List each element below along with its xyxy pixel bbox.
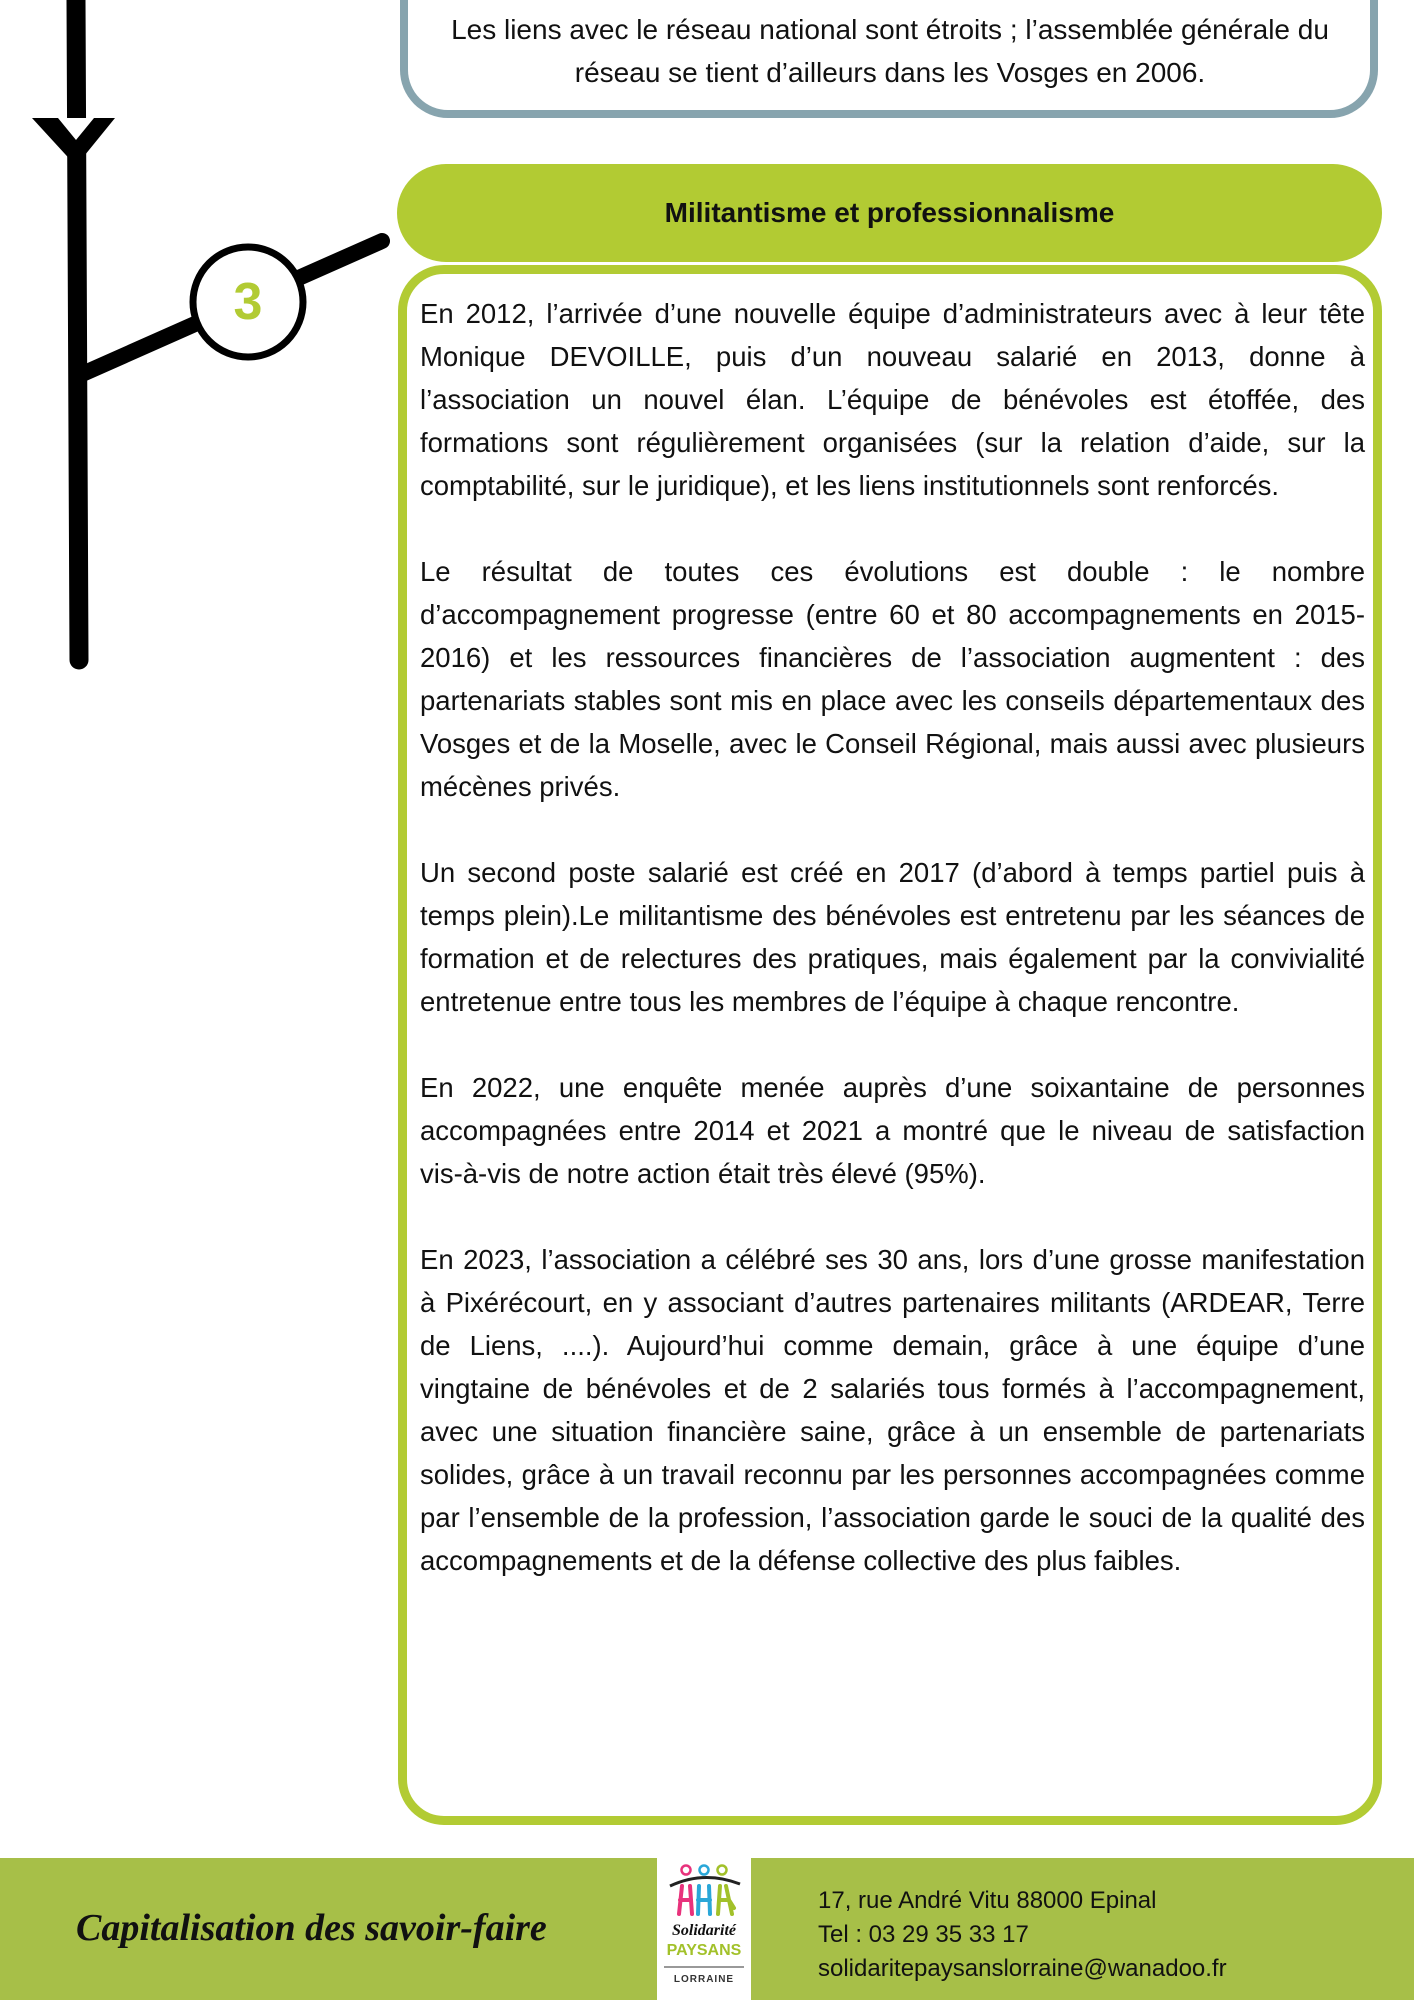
- solidarite-paysans-logo-icon: [662, 1862, 746, 1920]
- contact-email[interactable]: solidaritepaysanslorraine@wanadoo.fr: [818, 1955, 1227, 1982]
- logo-text-solidarite: Solidarité: [671, 1922, 736, 1939]
- section-header: [397, 164, 1382, 262]
- contact-info: [818, 1884, 1398, 1986]
- logo-text-lorraine: LORRAINE: [673, 1974, 735, 1985]
- paragraph: Le résultat de toutes ces évolutions est double : le nombre d’accompagnement progresse (entre 60 et 80 accompagnements en 2015-2016) et les ressources financières de l’association augmentent : des partenariats stables sont mis en place avec les conseils départementaux des Vosges et de la Moselle, avec le Conseil Régional, mais aussi avec plusieurs mécènes privés.: [420, 556, 1365, 802]
- contact-address: 17, rue André Vitu 88000 Epinal: [818, 1887, 1157, 1914]
- previous-section-text: Les liens avec le réseau national sont étroits ; l’assemblée générale du réseau se tient d’ailleurs dans les Vosges en 2006.: [451, 14, 1329, 88]
- footer: [0, 1858, 1414, 2000]
- step-number: 3: [233, 273, 263, 331]
- solidarite-paysans-logo: [657, 1858, 751, 2000]
- logo-divider: [664, 1966, 744, 1968]
- timeline-vertical-line: [76, 0, 79, 660]
- section-content: [420, 292, 1365, 1582]
- paragraph: En 2012, l’arrivée d’une nouvelle équipe d’administrateurs avec à leur tête Monique DEVOILLE, puis d’un nouveau salarié en 2013, donne à l’association un nouvel élan. L’équipe de bénévoles est étoffée, des formations sont régulièrement organisées (sur la relation d’aide, sur la comptabilité, sur le juridique), et les liens institutionnels sont renforcés.: [420, 298, 1365, 501]
- contact-phone: Tel : 03 29 35 33 17: [818, 1921, 1029, 1948]
- paragraph: Un second poste salarié est créé en 2017 (d’abord à temps partiel puis à temps plein).Le militantisme des bénévoles est entretenu par les séances de formation et de relectures des pratiques, mais également par la convivialité entretenue entre tous les membres de l’équipe à chaque rencontre.: [420, 857, 1365, 1017]
- footer-tagline: Capitalisation des savoir-faire: [76, 1907, 547, 1949]
- paragraph: En 2023, l’association a célébré ses 30 ans, lors d’une grosse manifestation à Pixérécourt, en y associant d’autres partenaires militants (ARDEAR, Terre de Liens, ....). Aujourd’hui comme demain, grâce à une équipe d’une vingtaine de bénévoles et de 2 salariés tous formés à l’accompagnement, avec une situation financière saine, grâce à un ensemble de partenariats solides, grâce à un travail reconnu par les personnes accompagnées comme par l’ensemble de la profession, l’association garde le souci de la qualité des accompagnements et de la défense collective des plus faibles.: [420, 1244, 1365, 1576]
- section-title: Militantisme et professionnalisme: [664, 197, 1115, 228]
- paragraph: En 2022, une enquête menée auprès d’une soixantaine de personnes accompagnées entre 2014 et 2021 a montré que le niveau de satisfaction vis-à-vis de notre action était très élevé (95%).: [420, 1072, 1365, 1189]
- logo-text-paysans: PAYSANS: [666, 1942, 742, 1959]
